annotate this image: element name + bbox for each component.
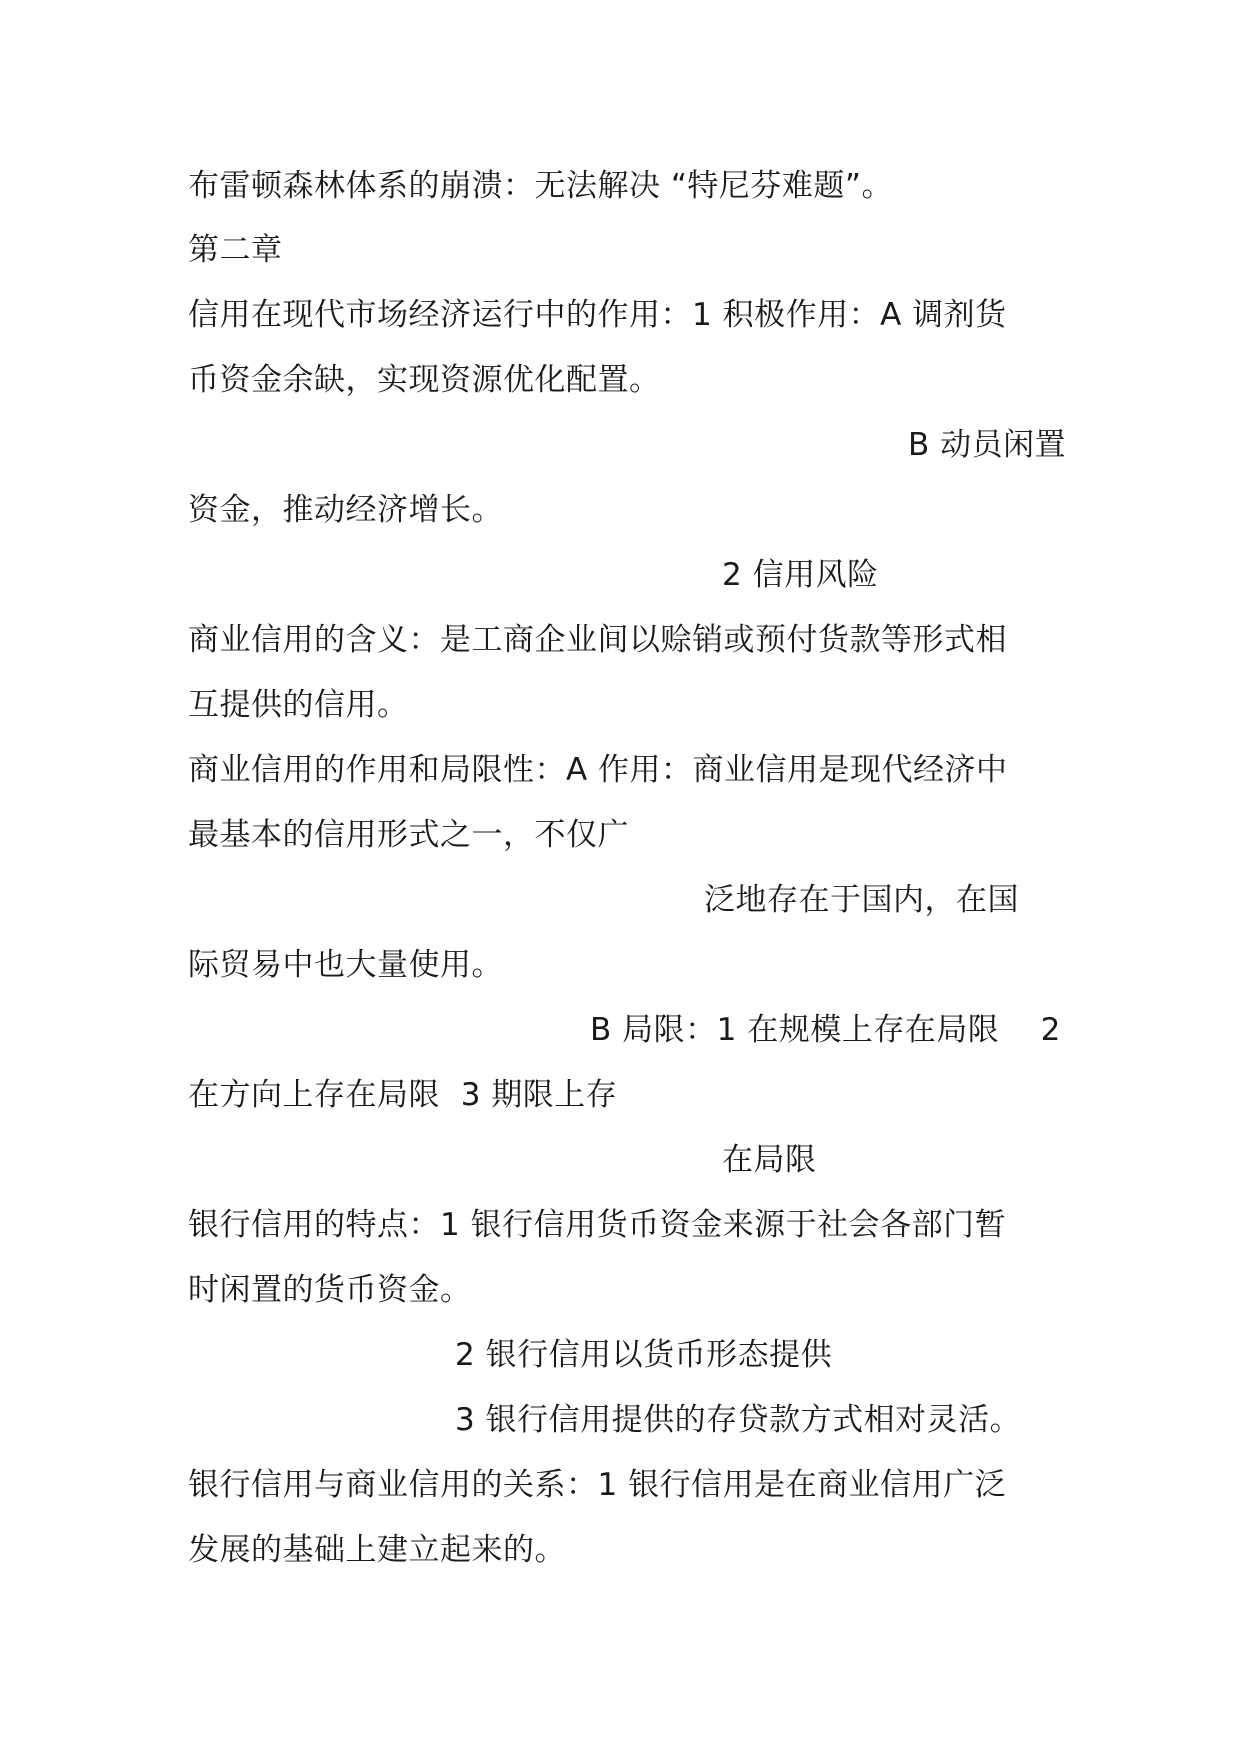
text-line-bank-credit-point-2: 2 银行信用以货币形态提供 — [455, 1337, 833, 1373]
chapter-heading: 第二章 — [188, 232, 283, 268]
text-line-commercial-credit-meaning: 商业信用的含义：是工商企业间以赊销或预付货款等形式相 — [188, 622, 1007, 658]
text-line-international-trade: 际贸易中也大量使用。 — [188, 947, 503, 983]
text-line-credit-risk: 2 信用风险 — [722, 557, 879, 593]
text-line-commercial-credit-role: 商业信用的作用和局限性：A 作用：商业信用是现代经济中 — [188, 752, 1008, 788]
text-line-commercial-credit-role-cont: 最基本的信用形式之一，不仅广 — [188, 817, 629, 853]
text-line-bank-credit-features-cont: 时闲置的货币资金。 — [188, 1272, 472, 1308]
text-line-domestic: 泛地存在于国内，在国 — [704, 882, 1019, 918]
text-line-limitations: B 局限：1 在规模上存在局限 2 — [590, 1012, 1061, 1048]
text-line-bank-credit-features: 银行信用的特点：1 银行信用货币资金来源于社会各部门暂 — [188, 1207, 1007, 1243]
text-line-limitations-end: 在局限 — [722, 1142, 817, 1178]
text-line-commercial-credit-meaning-cont: 互提供的信用。 — [188, 687, 409, 723]
text-line-limitations-cont: 在方向上存在局限 3 期限上存 — [188, 1077, 618, 1113]
text-line-bank-commercial-relation: 银行信用与商业信用的关系：1 银行信用是在商业信用广泛 — [188, 1467, 1007, 1503]
text-line-credit-role-cont: 币资金余缺，实现资源优化配置。 — [188, 362, 661, 398]
text-line-bank-credit-point-3: 3 银行信用提供的存贷款方式相对灵活。 — [455, 1402, 1022, 1438]
text-line-credit-role: 信用在现代市场经济运行中的作用：1 积极作用：A 调剂货 — [188, 297, 1007, 333]
text-line-point-b-cont: 资金，推动经济增长。 — [188, 492, 503, 528]
text-line-bretton-woods: 布雷顿森林体系的崩溃：无法解决 “特尼芬难题”。 — [188, 168, 893, 204]
text-line-bank-commercial-relation-cont: 发展的基础上建立起来的。 — [188, 1532, 566, 1568]
text-line-point-b: B 动员闲置 — [908, 427, 1067, 463]
